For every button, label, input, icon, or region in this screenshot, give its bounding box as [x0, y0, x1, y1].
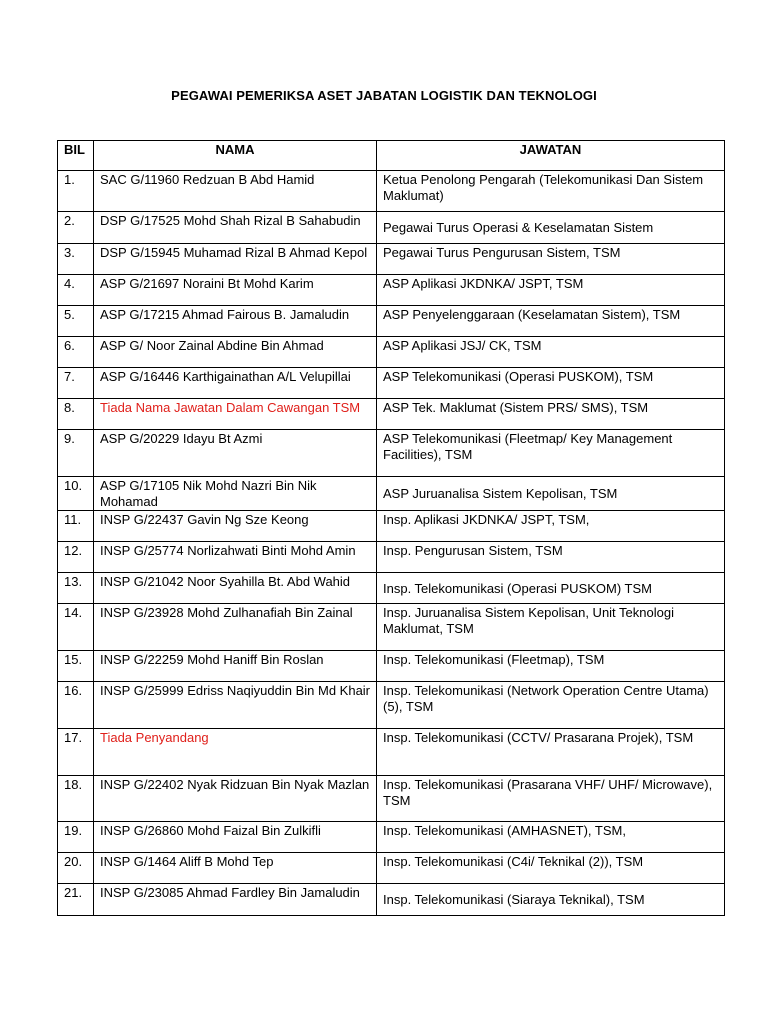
cell-bil: 2.: [58, 212, 94, 244]
cell-jawatan: Insp. Telekomunikasi (AMHASNET), TSM,: [377, 822, 725, 853]
table-row: [58, 604, 725, 651]
cell-nama: INSP G/22259 Mohd Haniff Bin Roslan: [94, 651, 377, 682]
cell-bil: 21.: [58, 884, 94, 916]
table-row: [58, 884, 725, 916]
cell-nama: INSP G/23085 Ahmad Fardley Bin Jamaludin: [94, 884, 377, 916]
cell-nama: INSP G/25774 Norlizahwati Binti Mohd Amin: [94, 542, 377, 573]
cell-jawatan: Insp. Telekomunikasi (CCTV/ Prasarana Projek), TSM: [377, 729, 725, 776]
table-row: [58, 368, 725, 399]
cell-nama: INSP G/21042 Noor Syahilla Bt. Abd Wahid: [94, 573, 377, 604]
table-row: [58, 212, 725, 244]
table-row: [58, 171, 725, 212]
cell-jawatan: ASP Aplikasi JKDNKA/ JSPT, TSM: [377, 275, 725, 306]
cell-nama: DSP G/17525 Mohd Shah Rizal B Sahabudin: [94, 212, 377, 244]
header-bil: BIL: [58, 141, 94, 171]
table-row: [58, 573, 725, 604]
cell-bil: 19.: [58, 822, 94, 853]
cell-nama: ASP G/17215 Ahmad Fairous B. Jamaludin: [94, 306, 377, 337]
document-title: PEGAWAI PEMERIKSA ASET JABATAN LOGISTIK DAN TEKNOLOGI: [171, 88, 597, 103]
table-row: [58, 430, 725, 477]
cell-bil: 8.: [58, 399, 94, 430]
cell-bil: 20.: [58, 853, 94, 884]
cell-jawatan: ASP Penyelenggaraan (Keselamatan Sistem), TSM: [377, 306, 725, 337]
cell-jawatan: Insp. Telekomunikasi (Siaraya Teknikal), TSM: [377, 884, 725, 916]
cell-bil: 9.: [58, 430, 94, 477]
cell-nama: INSP G/22437 Gavin Ng Sze Keong: [94, 511, 377, 542]
officer-table: [57, 140, 725, 916]
table-row: [58, 306, 725, 337]
table-row: [58, 682, 725, 729]
cell-nama: ASP G/20229 Idayu Bt Azmi: [94, 430, 377, 477]
header-nama: NAMA: [94, 141, 377, 171]
cell-nama: DSP G/15945 Muhamad Rizal B Ahmad Kepol: [94, 244, 377, 275]
cell-bil: 7.: [58, 368, 94, 399]
table-row: [58, 477, 725, 511]
cell-nama: INSP G/1464 Aliff B Mohd Tep: [94, 853, 377, 884]
cell-bil: 5.: [58, 306, 94, 337]
table-row: [58, 275, 725, 306]
cell-nama: ASP G/ Noor Zainal Abdine Bin Ahmad: [94, 337, 377, 368]
cell-bil: 16.: [58, 682, 94, 729]
cell-nama: INSP G/23928 Mohd Zulhanafiah Bin Zainal: [94, 604, 377, 651]
cell-jawatan: Insp. Telekomunikasi (Network Operation Centre Utama) (5), TSM: [377, 682, 725, 729]
cell-jawatan: ASP Telekomunikasi (Fleetmap/ Key Management Facilities), TSM: [377, 430, 725, 477]
cell-nama: ASP G/17105 Nik Mohd Nazri Bin Nik Mohamad: [94, 477, 377, 511]
table-row: [58, 651, 725, 682]
cell-jawatan: Insp. Juruanalisa Sistem Kepolisan, Unit Teknologi Maklumat, TSM: [377, 604, 725, 651]
table-row: [58, 542, 725, 573]
cell-bil: 1.: [58, 171, 94, 212]
cell-bil: 4.: [58, 275, 94, 306]
cell-jawatan: Insp. Pengurusan Sistem, TSM: [377, 542, 725, 573]
cell-nama: INSP G/22402 Nyak Ridzuan Bin Nyak Mazlan: [94, 776, 377, 822]
table-header-row: [58, 141, 725, 171]
cell-jawatan: ASP Tek. Maklumat (Sistem PRS/ SMS), TSM: [377, 399, 725, 430]
header-jawatan: JAWATAN: [377, 141, 725, 171]
table-row: [58, 776, 725, 822]
table-row: [58, 729, 725, 776]
cell-bil: 3.: [58, 244, 94, 275]
cell-jawatan: ASP Telekomunikasi (Operasi PUSKOM), TSM: [377, 368, 725, 399]
cell-nama: ASP G/16446 Karthigainathan A/L Velupillai: [94, 368, 377, 399]
cell-jawatan: Pegawai Turus Operasi & Keselamatan Sistem: [377, 212, 725, 244]
cell-nama-vacant: Tiada Nama Jawatan Dalam Cawangan TSM: [94, 399, 377, 430]
table-row: [58, 399, 725, 430]
cell-nama-vacant: Tiada Penyandang: [94, 729, 377, 776]
cell-bil: 14.: [58, 604, 94, 651]
cell-jawatan: Insp. Aplikasi JKDNKA/ JSPT, TSM,: [377, 511, 725, 542]
cell-jawatan: Insp. Telekomunikasi (Prasarana VHF/ UHF/ Microwave), TSM: [377, 776, 725, 822]
cell-jawatan: Insp. Telekomunikasi (C4i/ Teknikal (2)), TSM: [377, 853, 725, 884]
cell-bil: 6.: [58, 337, 94, 368]
table-row: [58, 511, 725, 542]
cell-nama: SAC G/11960 Redzuan B Abd Hamid: [94, 171, 377, 212]
cell-nama: ASP G/21697 Noraini Bt Mohd Karim: [94, 275, 377, 306]
cell-jawatan: ASP Juruanalisa Sistem Kepolisan, TSM: [377, 477, 725, 511]
cell-jawatan: Ketua Penolong Pengarah (Telekomunikasi Dan Sistem Maklumat): [377, 171, 725, 212]
cell-bil: 13.: [58, 573, 94, 604]
cell-jawatan: ASP Aplikasi JSJ/ CK, TSM: [377, 337, 725, 368]
cell-nama: INSP G/25999 Edriss Naqiyuddin Bin Md Khair: [94, 682, 377, 729]
cell-bil: 11.: [58, 511, 94, 542]
table-row: [58, 244, 725, 275]
cell-jawatan: Insp. Telekomunikasi (Operasi PUSKOM) TSM: [377, 573, 725, 604]
table-row: [58, 853, 725, 884]
cell-jawatan: Insp. Telekomunikasi (Fleetmap), TSM: [377, 651, 725, 682]
cell-bil: 18.: [58, 776, 94, 822]
table-row: [58, 822, 725, 853]
table-row: [58, 337, 725, 368]
cell-bil: 17.: [58, 729, 94, 776]
cell-bil: 10.: [58, 477, 94, 511]
cell-nama: INSP G/26860 Mohd Faizal Bin Zulkifli: [94, 822, 377, 853]
cell-jawatan: Pegawai Turus Pengurusan Sistem, TSM: [377, 244, 725, 275]
cell-bil: 15.: [58, 651, 94, 682]
cell-bil: 12.: [58, 542, 94, 573]
